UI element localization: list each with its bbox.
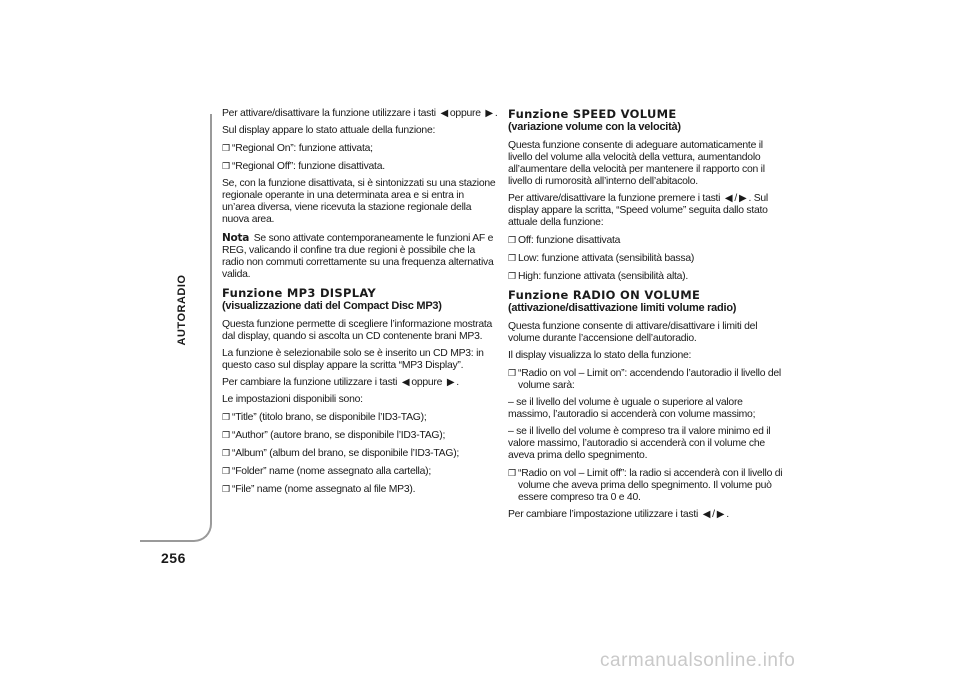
- checkbox-bullet-icon: ❒: [222, 161, 230, 171]
- checkbox-bullet-icon: ❒: [222, 484, 230, 494]
- watermark-text: carmanualsonline.info: [600, 650, 796, 671]
- list-item: ❒ “Album” (album del brano, se disponibile l’ID3-TAG);: [222, 448, 460, 459]
- subheading-radio-on-volume: (attivazione/disattivazione limiti volume radio): [508, 302, 737, 314]
- triangle-left-icon: ◀: [401, 377, 410, 388]
- list-item: ❒ Off: funzione disattivata: [508, 235, 621, 246]
- note-label: Nota: [222, 232, 250, 244]
- list-item: ❒ “Radio on vol – Limit off”: la radio si accenderà con il livello di volume che aveva prima dello spegnimento. Il volume può essere compreso tra 0 e 40.: [508, 468, 783, 503]
- list-item: ❒ “Folder” name (nome assegnato alla cartella);: [222, 466, 431, 477]
- dash-item: – se il livello del volume è uguale o superiore al valore massimo, l’autoradio si accenderà con volume massimo;: [508, 397, 756, 420]
- paragraph: Il display visualizza lo stato della funzione:: [508, 350, 692, 361]
- checkbox-bullet-icon: ❒: [508, 253, 516, 263]
- paragraph: Se, con la funzione disattivata, si è sintonizzati su una stazione regionale operante in una determinata area e si entra in un’area diversa, viene ricevuta la stazione regionale della nuova area.: [222, 178, 496, 225]
- list-item: ❒ “File” name (nome assegnato al file MP3).: [222, 484, 416, 495]
- checkbox-bullet-icon: ❒: [508, 368, 516, 378]
- checkbox-bullet-icon: ❒: [222, 412, 230, 422]
- note: Nota Se sono attivate contemporaneamente le funzioni AF e REG, valicando il confine tra due regioni è possibile che la radio non commuti correttamente su una frequenza alternativa valida.: [222, 232, 494, 280]
- triangle-right-icon: ▶: [485, 108, 493, 119]
- dash-item: – se il livello del volume è compreso tra il valore minimo ed il valore massimo, l’autoradio si accenderà con il volume che aveva prima dello spegnimento.: [508, 426, 771, 461]
- heading-speed-volume: Funzione SPEED VOLUME: [508, 107, 677, 121]
- list-item: ❒ “Regional Off”: funzione disattivata.: [222, 161, 385, 172]
- right-column: [508, 108, 784, 526]
- paragraph-speed-keys: Per attivare/disattivare la funzione premere i tasti ◀ / ▶ . Sul display appare la scritta, “Speed volume” seguita dallo stato attuale della funzione:: [508, 193, 768, 228]
- paragraph-radio-keys: Per cambiare l’impostazione utilizzare i tasti ◀ / ▶ .: [508, 509, 729, 520]
- paragraph: Le impostazioni disponibili sono:: [222, 394, 363, 405]
- checkbox-bullet-icon: ❒: [508, 235, 516, 245]
- heading-mp3-display: Funzione MP3 DISPLAY: [222, 286, 377, 300]
- checkbox-bullet-icon: ❒: [222, 143, 230, 153]
- paragraph: Sul display appare lo stato attuale della funzione:: [222, 125, 436, 136]
- checkbox-bullet-icon: ❒: [508, 271, 516, 281]
- checkbox-bullet-icon: ❒: [508, 468, 516, 478]
- subheading-mp3-display: (visualizzazione dati del Compact Disc MP3): [222, 300, 442, 312]
- list-item: ❒ Low: funzione attivata (sensibilità bassa): [508, 253, 695, 264]
- triangle-right-icon: ▶: [446, 377, 455, 388]
- triangle-right-icon: ▶: [716, 509, 725, 520]
- paragraph: Questa funzione permette di scegliere l’informazione mostrata dal display, quando si ascolta un CD contenente brani MP3.: [222, 319, 493, 342]
- checkbox-bullet-icon: ❒: [222, 448, 230, 458]
- list-item: ❒ “Radio on vol – Limit on”: accendendo l’autoradio il livello del volume sarà:: [508, 368, 781, 391]
- paragraph-mp3-keys: Per cambiare la funzione utilizzare i tasti ◀ oppure ▶ .: [222, 377, 459, 388]
- left-column: [222, 108, 498, 501]
- paragraph-regional-toggle: Per attivare/disattivare la funzione utilizzare i tasti ◀ oppure ▶ .: [222, 108, 498, 119]
- heading-radio-on-volume: Funzione RADIO ON VOLUME: [508, 288, 701, 302]
- list-item: ❒ High: funzione attivata (sensibilità alta).: [508, 271, 689, 282]
- list-item: ❒ “Regional On”: funzione attivata;: [222, 143, 373, 154]
- checkbox-bullet-icon: ❒: [222, 430, 230, 440]
- triangle-left-icon: ◀: [440, 108, 448, 119]
- list-item: ❒ “Author” (autore brano, se disponibile l’ID3-TAG);: [222, 430, 446, 441]
- subheading-speed-volume: (variazione volume con la velocità): [508, 121, 681, 133]
- paragraph: Questa funzione consente di attivare/disattivare i limiti del volume durante l’accensione dell’autoradio.: [508, 321, 758, 344]
- paragraph: La funzione è selezionabile solo se è inserito un CD MP3: in questo caso sul display appare la scritta “MP3 Display”.: [222, 348, 484, 371]
- triangle-left-icon: ◀: [724, 193, 733, 204]
- list-item: ❒ “Title” (titolo brano, se disponibile l’ID3-TAG);: [222, 412, 427, 423]
- checkbox-bullet-icon: ❒: [222, 466, 230, 476]
- paragraph: Questa funzione consente di adeguare automaticamente il livello del volume alla velocità della vettura, aumentandolo all’aumentare della velocità per mantenere il rapporto con il livello di rumorosità all’interno dell’abitacolo.: [508, 140, 765, 187]
- triangle-left-icon: ◀: [702, 509, 711, 520]
- section-label: AUTORADIO: [176, 274, 188, 346]
- page-number: 256: [161, 550, 186, 566]
- triangle-right-icon: ▶: [738, 193, 747, 204]
